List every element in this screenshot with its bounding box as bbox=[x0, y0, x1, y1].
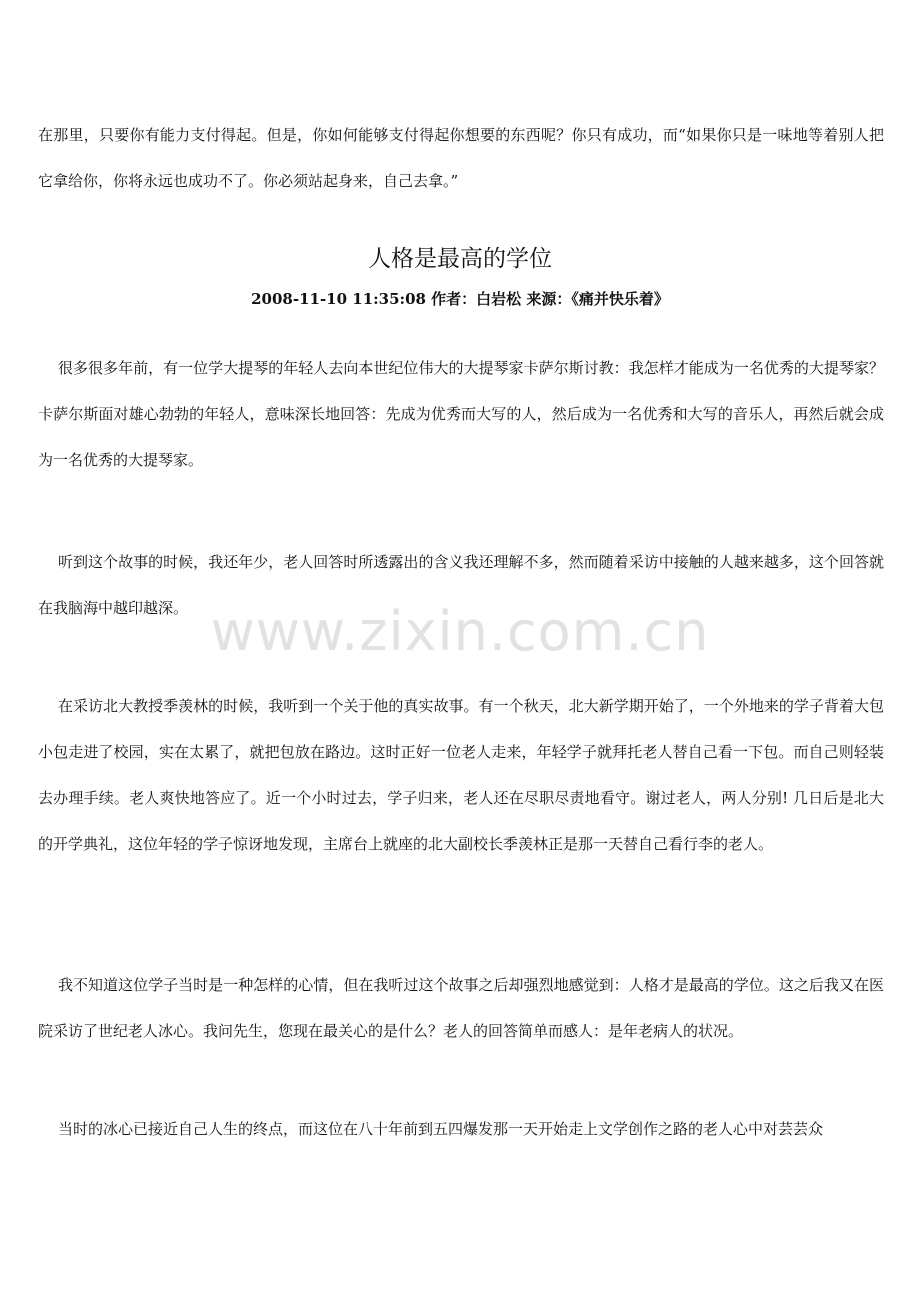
article-title: 人格是最高的学位 bbox=[368, 246, 552, 272]
article-paragraph-1: 很多很多年前，有一位学大提琴的年轻人去向本世纪位伟大的大提琴家卡萨尔斯讨教：我怎样才能成为一名优秀的大提琴家？卡萨尔斯面对雄心勃勃的年轻人，意味深长地回答：先成为优秀而大写的人，然后成为一名优秀和大写的音乐人，再然后就会成为一名优秀的大提琴家。 bbox=[38, 359, 884, 469]
article-paragraph-5: 当时的冰心已接近自己人生的终点，而这位在八十年前到五四爆发那一天开始走上文学创作之路的老人心中对芸芸众 bbox=[58, 1120, 824, 1138]
article-paragraph-4: 我不知道这位学子当时是一种怎样的心情，但在我听过这个故事之后却强烈地感觉到：人格才是最高的学位。这之后我又在医院采访了世纪老人冰心。我问先生，您现在最关心的是什么？老人的回答简单而感人：是年老病人的状况。 bbox=[38, 976, 884, 1040]
article-paragraph-3: 在采访北大教授季羡林的时候，我听到一个关于他的真实故事。有一个秋天，北大新学期开始了，一个外地来的学子背着大包小包走进了校园，实在太累了，就把包放在路边。这时正好一位老人走来，年轻学子就拜托老人替自己看一下包。而自己则轻装去办理手续。老人爽快地答应了。近一个小时过去，学子归来，老人还在尽职尽责地看守。谢过老人，两人分别! 几日后是北大的开学典礼，这位年轻的学子惊讶地发现，主席台上就座的北大副校长季羡林正是那一天替自己看行李的老人。 bbox=[38, 697, 884, 853]
continuation-paragraph: 在那里，只要你有能力支付得起。但是，你如何能够支付得起你想要的东西呢？你只有成功，而“如果你只是一味地等着别人把它拿给你，你将永远也成功不了。你必须站起身来，自己去拿。” bbox=[38, 126, 884, 190]
article-meta: 2008-11-10 11:35:08 作者：白岩松 来源：《痛并快乐着》 bbox=[251, 290, 669, 308]
watermark: www.zixin.com.cn bbox=[210, 600, 710, 663]
article-paragraph-2: 听到这个故事的时候，我还年少，老人回答时所透露出的含义我还理解不多，然而随着采访中接触的人越来越多，这个回答就在我脑海中越印越深。 bbox=[38, 553, 884, 617]
